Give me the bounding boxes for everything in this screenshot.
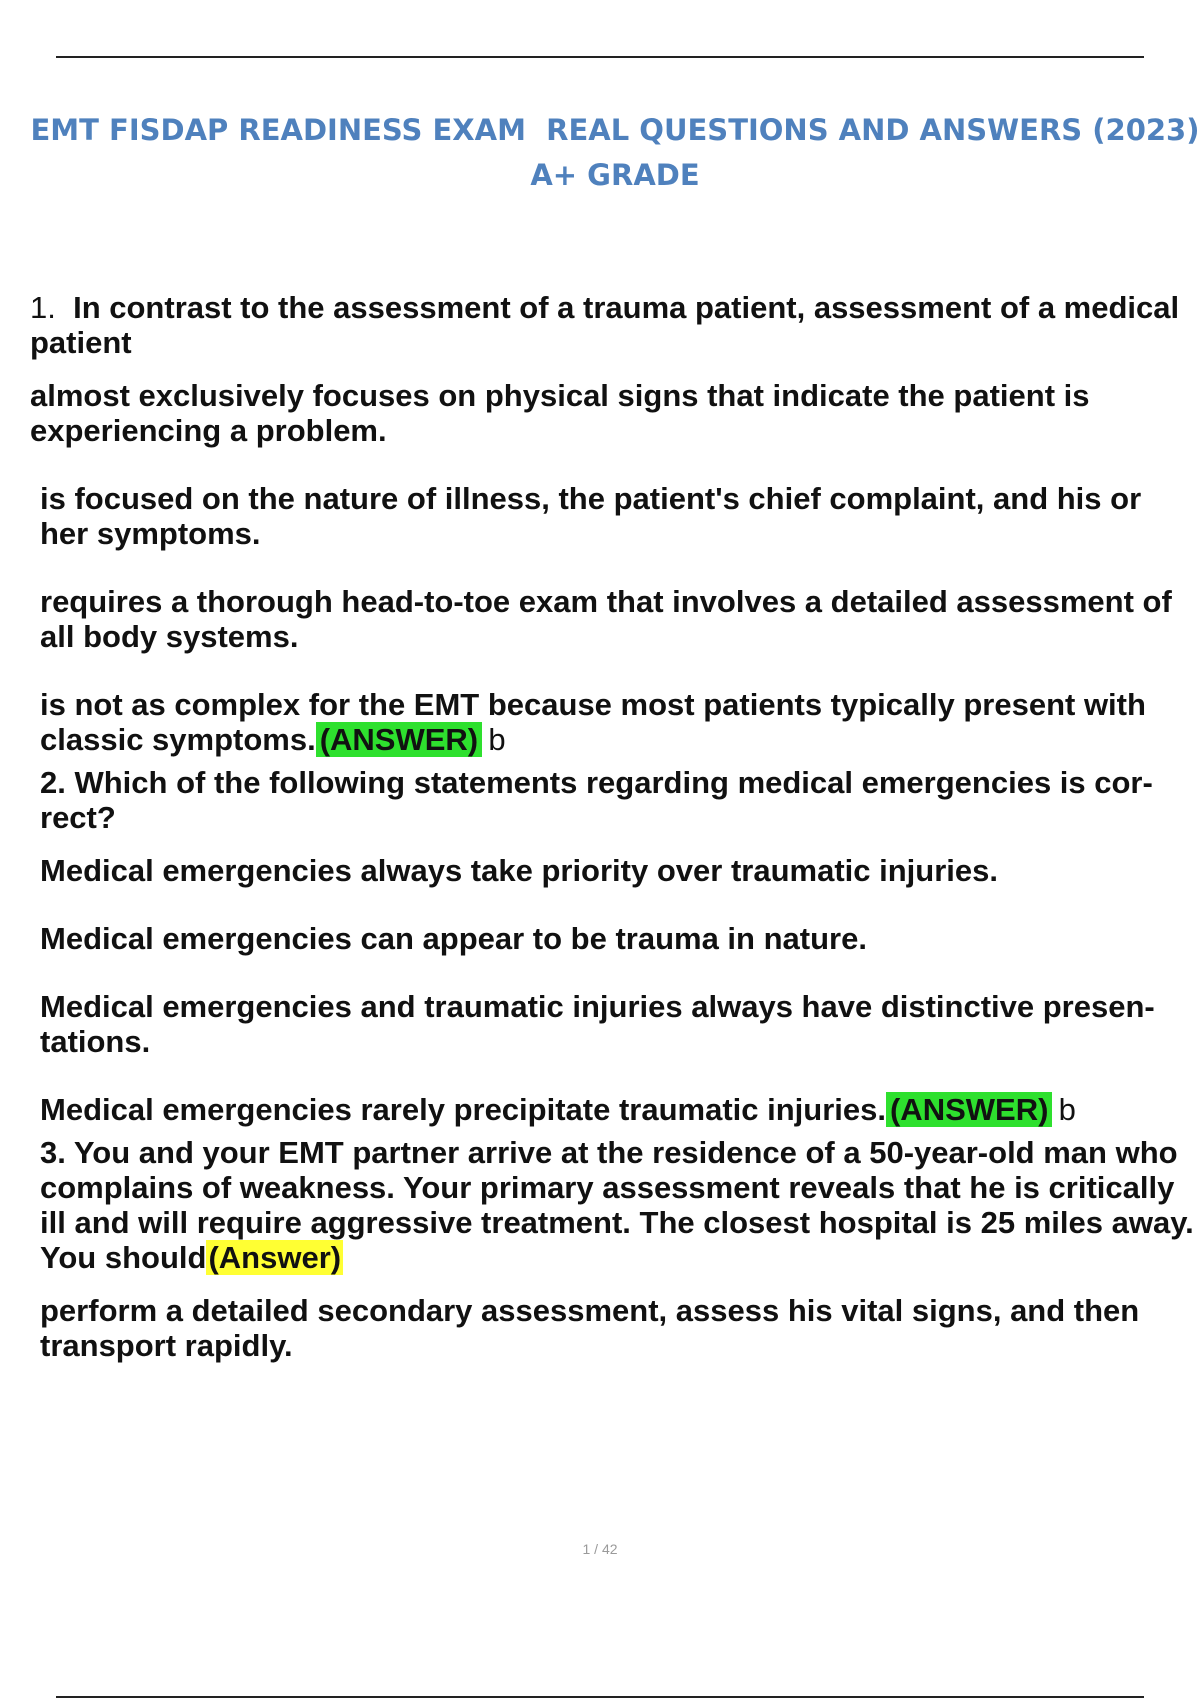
question-2-answer-tag: (ANSWER): [886, 1092, 1052, 1127]
bottom-rule: [56, 1696, 1144, 1698]
question-2-option-c: Medical emergencies and traumatic injuries always have distinctive presen-tations.: [40, 989, 1155, 1059]
question-2-answer-letter: b: [1058, 1092, 1076, 1127]
question-1: [30, 290, 1195, 360]
question-2-option-d-text: Medical emergencies rarely precipitate traumatic injuries.: [40, 1092, 886, 1127]
question-3-text: You and your EMT partner arrive at the residence of a 50-year-old man who complains of weakness. Your primary assessment reveals that he is critically ill and will require aggressive treatment. The closest hospital is 25 miles away. You should: [40, 1135, 1194, 1275]
question-1-option-d: [40, 687, 1195, 757]
question-1-text: In contrast to the assessment of a trauma patient, assessment of a medical patient: [30, 290, 1180, 360]
page-indicator: 1 / 42: [582, 1541, 618, 1557]
question-3-number: 3.: [40, 1135, 66, 1170]
title-line-1: EMT FISDAP READINESS EXAM REAL QUESTIONS AND ANSWERS (2023): [30, 113, 1200, 147]
question-1-number: 1.: [30, 290, 56, 325]
question-1-answer-letter: b: [488, 722, 506, 757]
question-2-option-b: Medical emergencies can appear to be trauma in nature.: [40, 921, 867, 956]
question-list: [30, 290, 1195, 1396]
question-1-option-c: requires a thorough head-to-toe exam that involves a detailed assessment of all body systems.: [40, 584, 1172, 654]
question-1-option-b: is focused on the nature of illness, the patient's chief complaint, and his or her symptoms.: [40, 481, 1142, 551]
question-2-option-d: [40, 1092, 1195, 1127]
question-2-number: 2.: [40, 765, 66, 800]
document-title: [30, 108, 1200, 198]
question-1-option-a: almost exclusively focuses on physical signs that indicate the patient is experiencing a problem.: [30, 378, 1090, 448]
question-2-text: Which of the following statements regarding medical emergencies is cor-rect?: [40, 765, 1153, 835]
title-line-2: A+ GRADE: [530, 158, 700, 192]
question-1-option-d-text: is not as complex for the EMT because most patients typically present with classic symptoms.: [40, 687, 1146, 757]
question-3-answer-tag: (Answer): [208, 1240, 342, 1275]
question-1-answer-tag: (ANSWER): [316, 722, 482, 757]
question-2-option-a: Medical emergencies always take priority over traumatic injuries.: [40, 853, 998, 888]
question-3-option-a: perform a detailed secondary assessment, assess his vital signs, and then transport rapidly.: [40, 1293, 1140, 1363]
question-2: [40, 765, 1195, 835]
question-3: [40, 1135, 1195, 1275]
top-rule: [56, 56, 1144, 58]
